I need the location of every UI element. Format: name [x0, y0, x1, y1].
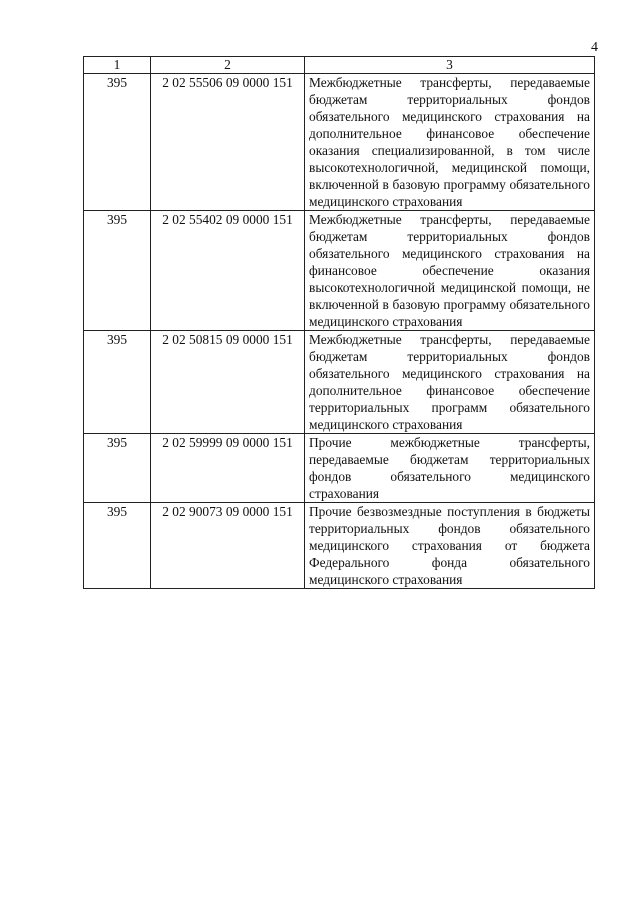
table-row	[84, 503, 595, 589]
revenue-name-cell: Прочие безвозмездные поступления в бюджеты территориальных фондов обязательного медицинского страхования от бюджета Федерального фонда обязательного медицинского страхования	[305, 503, 595, 589]
revenue-code-cell: 2 02 55506 09 0000 151	[151, 74, 305, 211]
column-header-2: 2	[151, 57, 305, 74]
revenue-name-cell: Прочие межбюджетные трансферты, передаваемые бюджетам территориальных фондов обязательного медицинского страхования	[305, 434, 595, 503]
admin-code-cell: 395	[84, 331, 151, 434]
revenue-name-cell: Межбюджетные трансферты, передаваемые бюджетам территориальных фондов обязательного медицинского страхования на дополнительное финансовое обеспечение территориальных программ обязательного медицинского страхования	[305, 331, 595, 434]
admin-code-cell: 395	[84, 211, 151, 331]
revenue-name-cell: Межбюджетные трансферты, передаваемые бюджетам территориальных фондов обязательного медицинского страхования на дополнительное финансовое обеспечение оказания специализированной, в том числе высокотехнологичной, медицинской помощи, включенной в базовую программу обязательного медицинского страхования	[305, 74, 595, 211]
revenue-code-cell: 2 02 55402 09 0000 151	[151, 211, 305, 331]
table-header	[84, 57, 595, 74]
table-row	[84, 74, 595, 211]
admin-code-cell: 395	[84, 74, 151, 211]
table-row	[84, 434, 595, 503]
revenue-code-cell: 2 02 90073 09 0000 151	[151, 503, 305, 589]
table-row	[84, 331, 595, 434]
admin-code-cell: 395	[84, 434, 151, 503]
budget-codes-table	[83, 56, 595, 589]
column-header-3: 3	[305, 57, 595, 74]
header-row	[84, 57, 595, 74]
page-number: 4	[591, 40, 598, 55]
table-row	[84, 211, 595, 331]
table-body	[84, 74, 595, 589]
revenue-code-cell: 2 02 50815 09 0000 151	[151, 331, 305, 434]
revenue-name-cell: Межбюджетные трансферты, передаваемые бюджетам территориальных фондов обязательного медицинского страхования на финансовое обеспечение оказания высокотехнологичной медицинской помощи, не включенной в базовую программу обязательного медицинского страхования	[305, 211, 595, 331]
revenue-code-cell: 2 02 59999 09 0000 151	[151, 434, 305, 503]
column-header-1: 1	[84, 57, 151, 74]
admin-code-cell: 395	[84, 503, 151, 589]
